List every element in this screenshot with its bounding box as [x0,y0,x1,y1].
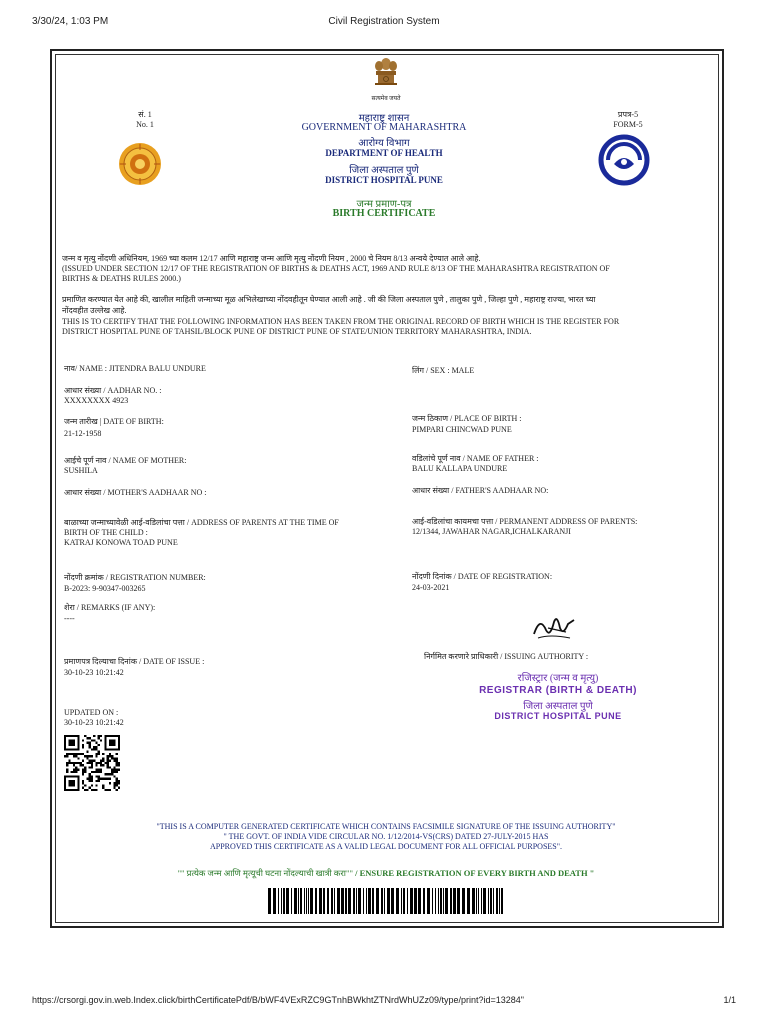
addr-perm-label: आई-वडिलांचा कायमचा पत्ता / PERMANENT ADDRESS OF PARENTS: [412,517,638,526]
addr-birth-label-2: BIRTH OF THE CHILD : [64,528,148,537]
sex-value: MALE [451,366,475,375]
slogan-english: / ENSURE REGISTRATION OF EVERY BIRTH AND DEATH " [355,868,595,878]
updated-value: 30-10-23 10:21:42 [64,718,124,727]
aadhar-label: आधार संख्या / AADHAR NO. : [64,386,162,395]
registrar-english: REGISTRAR (BIRTH & DEATH) [479,685,637,696]
registrar-marathi: रजिस्ट्रार (जन्म व मृत्यु) [517,673,599,684]
gov-english: GOVERNMENT OF MAHARASHTRA [301,122,467,133]
issue-value: 30-10-23 10:21:42 [64,668,124,677]
registrar-office-english: DISTRICT HOSPITAL PUNE [494,711,622,721]
name-value: JITENDRA BALU UNDURE [108,364,206,373]
name-field [64,364,206,374]
print-url: https://crsorgi.gov.in.web.Index.click/birthCertificatePdf/B/bWF4VExRZC9GTnhBWkhtZTNrdWhUZz09/type/print?id=13284" [32,995,524,1005]
print-page-number: 1/1 [723,995,736,1005]
sex-label: लिंग / SEX : [412,366,450,375]
authority-label: निर्गमित करणारे प्राधिकारी / ISSUING AUTHORITY : [424,652,589,661]
footer-note-2: " THE GOVT. OF INDIA VIDE CIRCULAR NO. 1/12/2014-VS(CRS) DATED 27-JULY-2015 HAS [223,832,549,841]
footer-slogan [64,868,708,879]
dept-english: DEPARTMENT OF HEALTH [325,148,443,158]
dob-label: जन्म तारीख | DATE OF BIRTH: [64,417,164,426]
certify-english-1: THIS IS TO CERTIFY THAT THE FOLLOWING INFORMATION HAS BEEN TAKEN FROM THE ORIGINAL RECORD OF BIRTH WHICH IS THE REGISTER FOR [62,317,620,326]
issue-label: प्रमाणपत्र दिल्याचा दिनांक / DATE OF ISSUE : [64,657,205,666]
regdate-label: नोंदणी दिनांक / DATE OF REGISTRATION: [412,572,553,581]
national-emblem-icon [371,56,401,92]
signature [530,608,578,642]
footer-note-1: "THIS IS A COMPUTER GENERATED CERTIFICATE WHICH CONTAINS FACSIMILE SIGNATURE OF THE ISSUING AUTHORITY" [156,822,616,831]
addr-perm-value: 12/1344, JAWAHAR NAGAR,ICHALKARANJI [412,527,571,536]
pob-label: जन्म ठिकाण / PLACE OF BIRTH : [412,414,522,423]
certify-english-2: DISTRICT HOSPITAL PUNE OF TAHSIL/BLOCK PUNE OF DISTRICT PUNE OF STATE/UNION TERRITORY MAHARASHTRA, INDIA. [62,327,532,336]
issued-under-marathi: जन्म व मृत्यु नोंदणी अधिनियम, 1969 च्या कलम 12/17 आणि महाराष्ट्र जन्म आणि मृत्यु नोंदणी नियम , 2000 चे नियम 8/13 अन्वये देण्यात आले आहे. [62,254,481,263]
form-marathi: प्रपत्र-5 [617,110,639,119]
qr-code [64,735,120,791]
office-marathi: जिला अस्पताल पुणे [349,165,419,176]
footer-note-3: APPROVED THIS CERTIFICATE AS A VALID LEGAL DOCUMENT FOR ALL OFFICIAL PURPOSES". [209,842,563,851]
mother-aadhaar-label: आधार संख्या / MOTHER'S AADHAAR NO : [64,488,207,497]
print-timestamp: 3/30/24, 1:03 PM [32,16,109,27]
cert-title-english: BIRTH CERTIFICATE [332,208,436,219]
issued-under-english-1: (ISSUED UNDER SECTION 12/17 OF THE REGISTRATION OF BIRTHS & DEATHS ACT, 1969 AND RULE 8/13 OF THE MAHARASHTRA REGISTRATION OF [62,264,610,273]
office-english: DISTRICT HOSPITAL PUNE [325,175,443,185]
father-value: BALU KALLAPA UNDURE [412,464,508,473]
addr-birth-value: KATRAJ KONOWA TOAD PUNE [64,538,178,547]
form-english: FORM-5 [613,120,643,129]
print-title: Civil Registration System [328,16,440,27]
registrar-office-marathi: जिला अस्पताल पुणे [523,701,593,712]
remarks-value: ---- [64,614,75,623]
addr-birth-label-1: बाळाच्या जन्माच्यावेळी आई-वडिलांचा पत्ता / ADDRESS OF PARENTS AT THE TIME OF [64,518,339,527]
cert-no-marathi: सं. 1 [138,110,152,119]
aadhar-value: XXXXXXXX 4923 [64,396,129,405]
issued-under-english-2: BIRTHS & DEATHS RULES 2000.) [62,274,181,283]
remarks-label: शेरा / REMARKS (IF ANY): [64,603,156,612]
print-header [0,16,768,30]
name-label: नाव/ NAME : [64,364,107,373]
mother-label: आईचे पूर्ण नाव / NAME OF MOTHER: [64,456,187,465]
certify-marathi-2: नोंदवहीत उल्लेख आहे. [62,306,127,315]
sex-field [412,366,474,376]
cert-no-english: No. 1 [136,120,154,129]
mother-value: SUSHILA [64,466,98,475]
maharashtra-seal-icon [118,142,162,186]
crs-logo-icon [598,134,650,186]
regno-label: नोंदणी क्रमांक / REGISTRATION NUMBER: [64,573,206,582]
gov-marathi: महाराष्ट्र शासन [358,113,410,124]
regdate-value: 24-03-2021 [412,583,450,592]
updated-label: UPDATED ON : [64,708,119,717]
pob-value: PIMPARI CHINCWAD PUNE [412,425,512,434]
slogan-marathi: "" प्रत्येक जन्म आणि मृत्यूची घटना नोंदल्याची खात्री करा"" [177,868,353,878]
barcode [266,888,506,914]
regno-value: B-2023: 9-90347-003265 [64,584,146,593]
dept-marathi: आरोग्य विभाग [358,138,410,149]
dob-value: 21-12-1958 [64,429,102,438]
emblem-motto: सत्यमेव जयते [371,96,401,102]
cert-title-marathi: जन्म प्रमाण-पत्र [356,199,412,210]
certify-marathi-1: प्रमाणित करण्यात येत आहे की, खालील माहिती जन्माच्या मूळ अभिलेखाच्या नोंदवहीतून घेण्यात आली आहे . जी की जिला अस्पताल पुणे , तालुका पुणे , जिल्हा पुणे , महाराष्ट्र राज्या, भारत च्या [62,295,596,304]
father-label: वडिलांचे पूर्ण नाव / NAME OF FATHER : [412,454,539,463]
father-aadhaar-label: आधार संख्या / FATHER'S AADHAAR NO: [412,486,549,495]
